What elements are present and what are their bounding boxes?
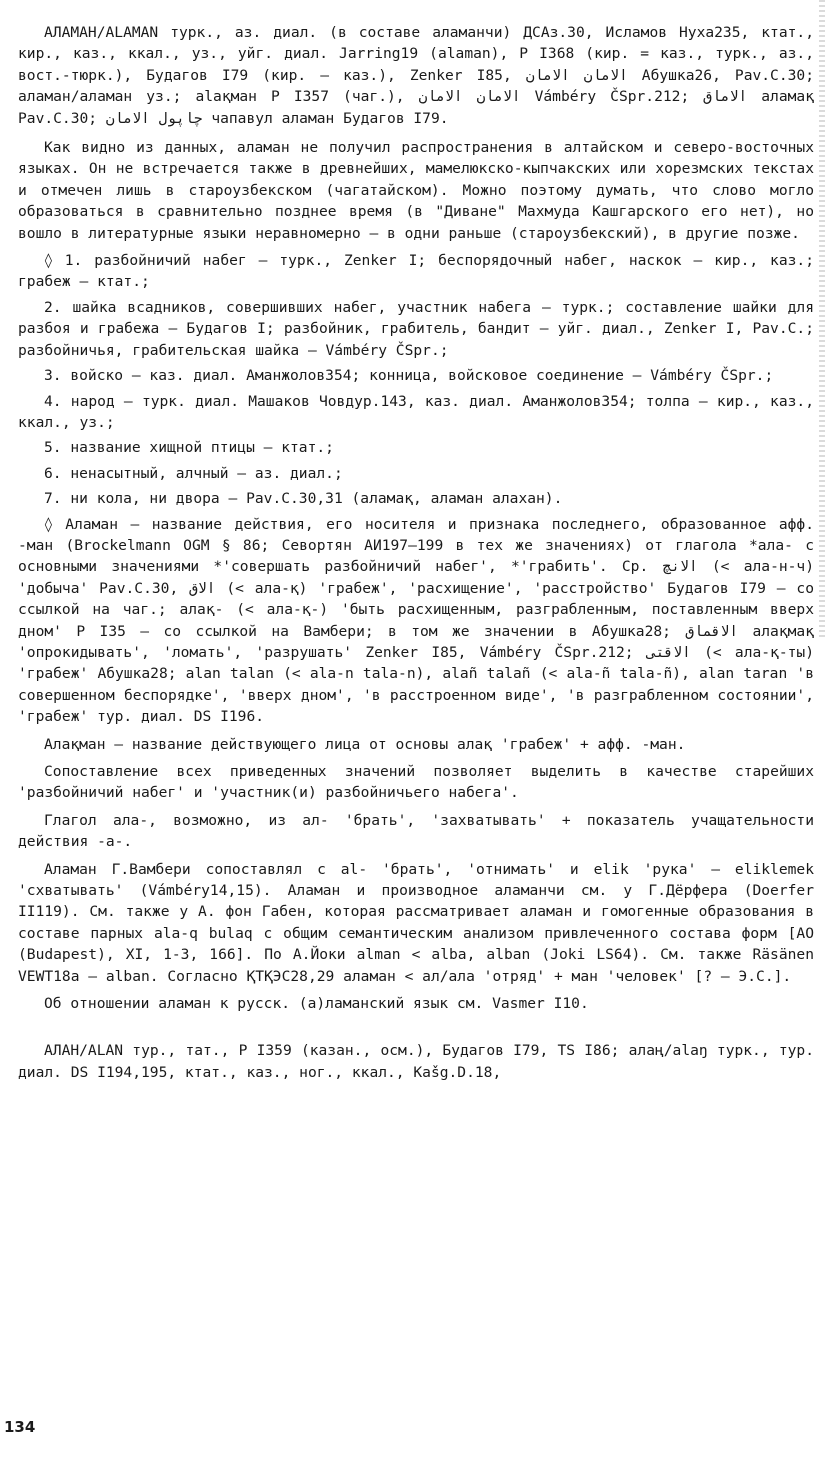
entry-alan-header: АЛАН/ALAN тур., тат., Р I359 (казан., осм.), Будагов I79, TS I86; алаң/alaŋ турк., тур. диал. DS I194,195, ктат., каз., ног., ккал., Каšg.D.18,: [18, 1042, 814, 1081]
etymology-paragraph-1: ◊ Аламан – название действия, его носителя и признака последнего, образованное афф. -ман (Brockelmann OGM § 86; Севортян АИ197–199 в тех же значениях) от глагола *ала- с основными значениями *'совершать разбойничий набег', *'грабить'. Ср. الانچ (< ала-н-ч) 'добыча' Pav.C.30, الاق (< ала-қ) 'грабеж', 'расхищение', 'расстройство' Будагов I79 – со ссылкой на чаг.; алақ- (< ала-қ-) 'быть расхищенным, разграбленным, поставленным вверх дном' Р I35 – со ссылкой на Вамбери; в том же значении в Абушка28; الاقماق алақмақ 'опрокидывать', 'ломать', 'разрушать' Zenker I85, Vámbéry ČSpr.212; الاقتى (< ала-қ-ты) 'грабеж' Абушка28; alan talan (< ala-n tala-n), alañ talañ (< ala-ñ tala-ñ), alan taran 'в совершенном беспорядке', 'вверх дном', 'в расстроенном виде', 'в разграбленном состоянии', 'грабеж' тур. диал. DS I196.: [18, 515, 815, 726]
etymology-paragraph-5: Аламан Г.Вамбери сопоставлял с al- 'брать', 'отнимать' и elik 'рука' – eliklemek 'схватывать' (Vámbéry14,15). Аламан и производное аламанчи см. у Г.Дёрфера (Doerfer II119). См. также у А. фон Габен, которая рассматривает аламан и гомогенные образования в составе парных ala-q bulaq с общим семантическим анализом привлеченного состава форм [AO (Budapest), XI, 1-3, 166]. По А.Йоки alman < alba, alban (Joki LS64). См. также Räsänen VEWT18a – alban. Согласно ҚТҚЭС28,29 аламан < ал/ала 'отряд' + ман 'человек' [? – Э.С.].: [18, 860, 814, 985]
entry-alaman-senses: [18, 250, 814, 509]
etymology-paragraph-2: Алақман – название действующего лица от основы алақ 'грабеж' + афф. -ман.: [44, 735, 686, 753]
entry-alaman-etymology: [18, 514, 814, 1015]
page-number: 134: [4, 1418, 36, 1436]
sense-1: ◊ 1. разбойничий набег – турк., Zenker I; беспорядочный набег, наскок – кир., каз.; грабеж – ктат.;: [18, 252, 814, 291]
scan-margin-marks: [819, 0, 825, 640]
sense-2: 2. шайка всадников, совершивших набег, участник набега – турк.; составление шайки для разбоя и грабежа – Будагов I; разбойник, грабитель, бандит – уйг. диал., Zenker I, Pav.C.; разбойничья, грабительская шайка – Vámbéry ČSpr.;: [18, 298, 814, 359]
sense-6: 6. ненасытный, алчный – аз. диал.;: [44, 464, 343, 482]
sense-5: 5. название хищной птицы – ктат.;: [44, 439, 334, 457]
sense-4: 4. народ – турк. диал. Машаков Човдур.143, каз. диал. Аманжолов354; толпа – кир., каз., ккал., уз.;: [18, 392, 814, 431]
etymology-paragraph-3: Сопоставление всех приведенных значений позволяет выделить в качестве старейших 'разбойничий набег' и 'участник(и) разбойничьего набега'.: [18, 763, 814, 802]
sense-7: 7. ни кола, ни двора – Pav.C.30,31 (аламақ, аламан алахан).: [44, 490, 563, 508]
sense-3: 3. войско – каз. диал. Аманжолов354; конница, войсковое соединение – Vámbéry ČSpr.;: [44, 367, 774, 385]
entry-alaman-header: АЛАМАН/ALAMAN турк., аз. диал. (в составе аламанчи) ДСАз.30, Исламов Нуха235, ктат., кир., каз., ккал., уз., уйг. диал. Jarring19 (alaman), Р I368 (кир. = каз., турк., аз., вост.-тюрк.), Будагов I79 (кир. – каз.), Zenker I85, الامان الامان Абушка26, Pav.C.30; аламан/аламан уз.; alaқман Р I357 (чаг.), الامان الامان Vámbéry ČSpr.212; الاماق аламақ Pav.C.30; چاپول الامان чапавул аламан Будагов I79.: [18, 24, 814, 127]
etymology-paragraph-6: Об отношении аламан к русск. (а)ламанский язык см. Vasmer I10.: [44, 995, 589, 1013]
dictionary-page: [18, 22, 814, 1091]
etymology-paragraph-4: Глагол ала-, возможно, из ал- 'брать', 'захватывать' + показатель учащательности действия -а-.: [18, 811, 814, 851]
entry-alaman-discussion: Как видно из данных, аламан не получил распространения в алтайском и северо-восточных языках. Он не встречается также в древнейших, мамелюкско-кыпчакских или хорезмских текстах и отмечен лишь в староузбекском (чагатайском). Можно поэтому думать, что слово могло образоваться в сравнительно позднее время (в "Диване" Махмуда Кашгарского его нет), но вошло в литературные языки неравномерно – в одни раньше (староузбекский), в другие позже.: [18, 139, 814, 242]
